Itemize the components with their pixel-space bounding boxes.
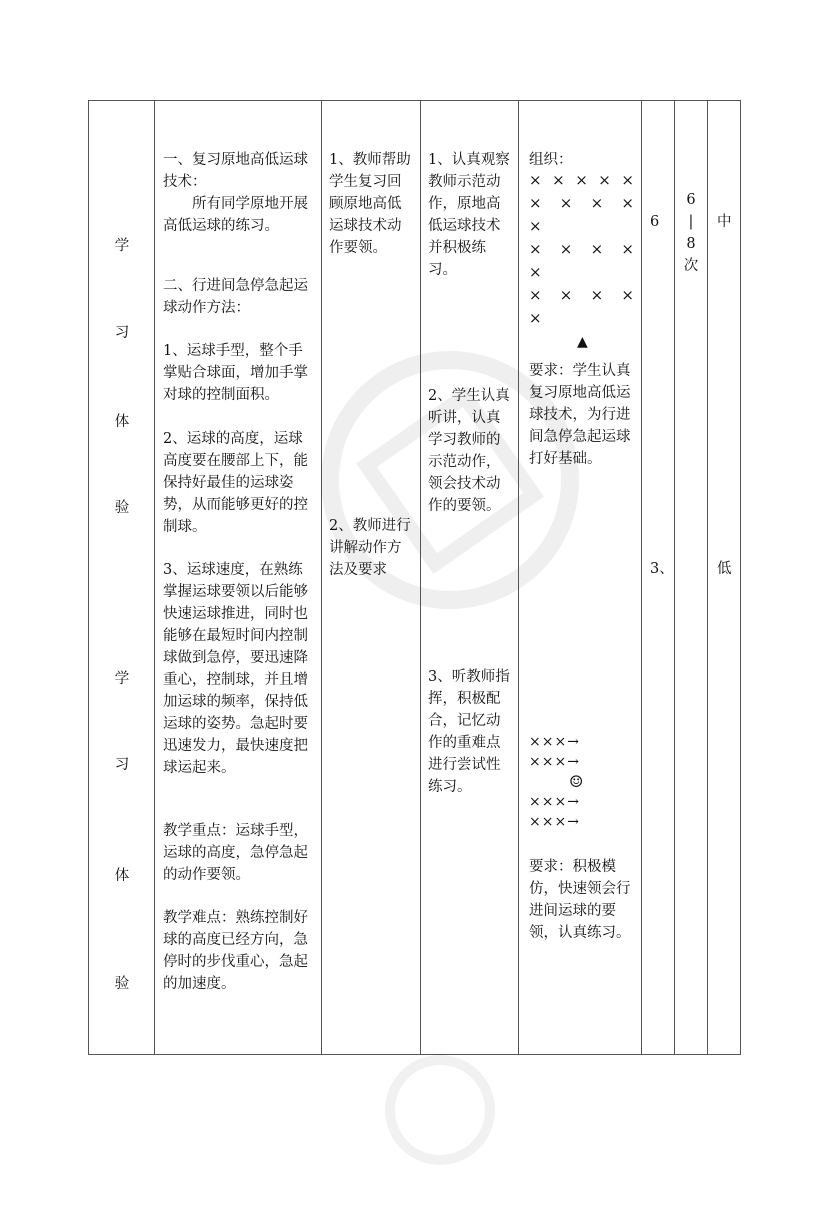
review-title: 一、复习原地高低运球技术： <box>163 152 308 190</box>
player-marker: × <box>559 194 573 212</box>
player-marker: × <box>621 171 634 189</box>
count-value-2: 8 <box>686 236 696 252</box>
section-label-char: 学 <box>114 671 130 687</box>
player-marker: × <box>621 194 634 212</box>
organization-label: 组织： <box>529 152 573 168</box>
teacher-triangle-icon: ▲ <box>577 334 588 350</box>
intensity-value-1: 中 <box>717 214 732 230</box>
formation-grid <box>529 169 634 354</box>
player-marker: × <box>559 286 573 304</box>
intensity-column <box>708 101 741 1054</box>
formation-row <box>529 284 634 307</box>
drill-row: ×××→ <box>529 814 580 830</box>
player-marker: × <box>529 171 542 189</box>
student-step-3: 3、听教师指挥，积极配合，记忆动作的重难点进行尝试性练习。 <box>428 669 510 795</box>
point-hand-shape: 1、运球手型，整个手掌贴合球面，增加手掌对球的控制面积。 <box>163 343 308 403</box>
formation-row-wrap: × <box>529 217 542 235</box>
player-marker: × <box>529 286 542 304</box>
student-column <box>421 101 518 1054</box>
intensity-value-2: 低 <box>717 561 732 577</box>
lesson-table <box>88 100 741 1055</box>
content-block <box>163 559 313 779</box>
player-marker: × <box>575 171 588 189</box>
teaching-difficulties: 教学难点：熟练控制好球的高度已经方向，急停时的步伐重心，急起的加速度。 <box>163 910 308 992</box>
content-block <box>163 149 313 237</box>
formation-row-wrap: × <box>529 263 542 281</box>
player-marker: × <box>590 240 604 258</box>
time-column <box>642 101 674 1054</box>
content-block <box>163 275 313 319</box>
drill-diagram <box>529 732 583 832</box>
review-body: 所有同学原地开展高低运球的练习。 <box>163 196 308 234</box>
player-marker: × <box>529 194 542 212</box>
section-label-char: 学 <box>114 238 130 254</box>
teacher-column <box>322 101 420 1054</box>
student-step-2: 2、学生认真听讲，认真学习教师的示范动作，领会技术动作的要领。 <box>428 388 510 514</box>
student-step-1: 1、认真观察教师示范动作，原地高低运球技术并积极练习。 <box>428 152 510 278</box>
player-marker: × <box>621 240 634 258</box>
formation-row <box>529 238 634 261</box>
section-label-char: 验 <box>114 500 130 516</box>
content-column <box>155 101 321 1054</box>
section-label-char: 习 <box>114 325 130 341</box>
drill-row: ×××→ <box>529 734 580 750</box>
teacher-step-1: 1、教师帮助学生复习回顾原地高低运球技术动作要领。 <box>329 152 411 256</box>
player-marker: × <box>590 194 604 212</box>
time-value-2: 3、 <box>650 561 674 577</box>
teaching-key-points: 教学重点：运球手型，运球的高度，急停急起的动作要领。 <box>163 823 308 883</box>
section-label-column <box>89 101 154 1054</box>
player-marker: × <box>590 286 604 304</box>
method-title: 二、行进间急停急起运球动作方法： <box>163 278 308 316</box>
time-value-1: 6 <box>650 214 660 230</box>
requirement-2: 要求：积极模仿，快速领会行进间运球的要领，认真练习。 <box>529 859 631 941</box>
organization-column <box>519 101 641 1054</box>
count-unit: 次 <box>683 258 699 274</box>
count-value-1: 6 <box>686 192 696 208</box>
player-marker: × <box>552 171 565 189</box>
teacher-step-2: 2、教师进行讲解动作方法及要求 <box>329 518 411 578</box>
drill-row: ×××→ <box>529 754 580 770</box>
formation-row-wrap: × <box>529 309 542 327</box>
section-label-char: 体 <box>114 414 130 430</box>
player-marker: × <box>529 240 542 258</box>
requirement-1: 要求：学生认真复习原地高低运球技术，为行进间急停急起运球打好基础。 <box>529 363 631 467</box>
point-dribble-speed: 3、运球速度，在熟练掌握运球要领以后能够快速运球推进，同时也能够在最短时间内控制球做到急停，要迅速降重心，控制球，并且增加运球的频率，保持低运球的姿势。急起时要迅速发力，最快速度把球运起来。 <box>163 562 308 776</box>
player-marker: × <box>559 240 573 258</box>
content-block <box>163 820 313 886</box>
drill-row: ×××→ <box>529 794 580 810</box>
content-block <box>163 428 313 538</box>
formation-row <box>529 169 634 192</box>
point-dribble-height: 2、运球的高度，运球高度要在腰部上下，能保持好最佳的运球姿势，从而能够更好的控制球。 <box>163 431 308 535</box>
count-column <box>675 101 707 1054</box>
section-label-char: 习 <box>114 757 130 773</box>
section-label-char: 体 <box>114 868 130 884</box>
content-block <box>163 340 313 406</box>
count-dash: | <box>688 214 694 230</box>
section-label-char: 验 <box>114 976 130 992</box>
player-marker: × <box>598 171 611 189</box>
formation-row <box>529 192 634 215</box>
player-marker: × <box>621 286 634 304</box>
teacher-smile-icon: ☺ <box>569 772 584 791</box>
content-block <box>163 907 313 995</box>
